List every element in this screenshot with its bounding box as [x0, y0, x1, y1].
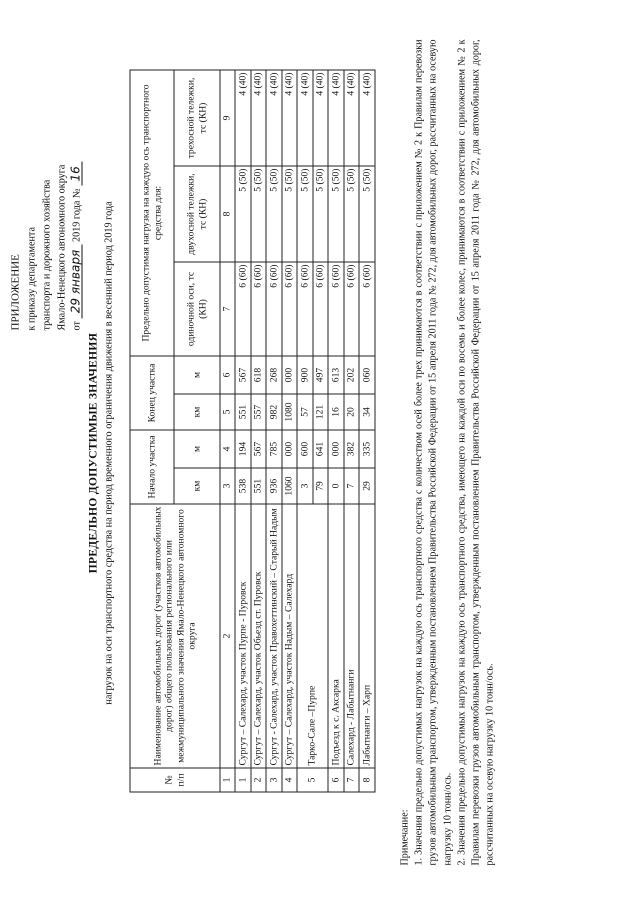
- road-name: Сургут – Салехард, участок Обьезд ст. Пуровск: [250, 504, 266, 768]
- end-km: 121: [312, 394, 328, 430]
- handwritten-number: 16: [69, 161, 82, 185]
- column-number: 1: [220, 768, 235, 792]
- header-num: № п/п: [130, 768, 220, 792]
- start-km: 29: [359, 468, 375, 504]
- end-km: 551: [235, 394, 251, 430]
- handwritten-date: 29 января: [69, 244, 82, 318]
- appendix-line-1: к приказу департамента: [26, 226, 37, 330]
- start-m: 194: [235, 430, 251, 468]
- column-number: 7: [220, 262, 235, 356]
- note-1: 1. Значения предельно допустимых нагрузок на каждую ось транспортного средства с количеством осей более трех принимаются в соответствии с приложением № 2 к Правилам перевозки грузов автомобильным транспортом, утвержденным постановлением Правительства Российской Федерации от 15 апреля 2011 года № 272, для автомобильных дорог, рассчитанных на осевую нагрузку 10 тонн/ось.: [413, 39, 453, 865]
- document-heading: [86, 40, 116, 865]
- single-axle-load: 6 (60): [343, 262, 359, 356]
- start-km: 7: [343, 468, 359, 504]
- double-bogie-load: 5 (50): [312, 166, 328, 262]
- header-road-name: Наименование автомобильных дорог (участков автомобильных дорог) общего пользования регионального или межмуниципального значения Ямало-Ненецкого автономного округа: [130, 504, 220, 768]
- road-name: Сургут – Салехард, участок Надым – Салехард: [281, 504, 297, 768]
- header-load: Предельно допустимая нагрузка на каждую ось транспортного средства для:: [130, 69, 174, 355]
- road-name: Подъезд к с. Аксарка: [328, 504, 344, 768]
- table-row: [235, 69, 251, 791]
- header-end-m: м: [174, 356, 220, 394]
- double-bogie-load: 5 (50): [235, 166, 251, 262]
- end-m: 567: [235, 356, 251, 394]
- road-name: Салехард - Лабытнанги: [343, 504, 359, 768]
- column-number: 8: [220, 166, 235, 262]
- column-number: 3: [220, 468, 235, 504]
- end-km: 57: [297, 394, 313, 430]
- start-m: 000: [281, 430, 297, 468]
- road-name: Тарко-Сале –Пурпе: [297, 504, 328, 768]
- header-end-km: км: [174, 394, 220, 430]
- double-bogie-load: 5 (50): [328, 166, 344, 262]
- row-num: 6: [328, 768, 344, 792]
- row-num: 7: [343, 768, 359, 792]
- single-axle-load: 6 (60): [328, 262, 344, 356]
- start-m: 000: [328, 430, 344, 468]
- row-num: 5: [297, 768, 328, 792]
- row-num: 1: [235, 768, 251, 792]
- header-start: Начало участка: [130, 430, 174, 504]
- row-num: 4: [281, 768, 297, 792]
- start-km: 3: [297, 468, 313, 504]
- end-m: 618: [250, 356, 266, 394]
- road-name: Лабытнанги – Харп: [359, 504, 375, 768]
- appendix-line-3: Ямало-Ненецкого автономного округа: [56, 164, 67, 330]
- document-subtitle: нагрузок на оси транспортного средства на период временного ограничения движения в весенний период 2019 года: [103, 200, 114, 705]
- appendix-line-2: транспорта и дорожного хозяйства: [41, 179, 52, 330]
- date-prefix: от: [71, 320, 82, 330]
- table-row: [359, 69, 375, 791]
- triple-bogie-load: 4 (40): [312, 69, 328, 165]
- header-triple-bogie: трехосной тележки, тс (КН): [174, 69, 220, 165]
- table-row: [328, 69, 344, 791]
- single-axle-load: 6 (60): [250, 262, 266, 356]
- notes-title: Примечание:: [399, 809, 410, 865]
- row-num: 8: [359, 768, 375, 792]
- single-axle-load: 6 (60): [312, 262, 328, 356]
- table-row: [281, 69, 297, 791]
- single-axle-load: 6 (60): [359, 262, 375, 356]
- header-end: Конец участка: [130, 356, 174, 430]
- end-km: 1080: [281, 394, 297, 430]
- header-single-axle: одиночной оси, тс (КН): [174, 262, 220, 356]
- triple-bogie-load: 4 (40): [266, 69, 282, 165]
- notes-block: [398, 39, 497, 865]
- double-bogie-load: 5 (50): [281, 166, 297, 262]
- end-m: 613: [328, 356, 344, 394]
- appendix-title: ПРИЛОЖЕНИЕ: [9, 253, 21, 330]
- double-bogie-load: 5 (50): [266, 166, 282, 262]
- note-2: 2. Значения предельно допустимых нагрузок на каждую ось транспортного средства, имеющего на каждой оси по восемь и более колес, принимаются в соответствии с приложением № 2 к Правилам перевозки грузов автомобильным транспортом, утвержденным постановлением Правительства Российской Федерации от 15 апреля 2011 года № 272, для автомобильных дорог, рассчитанных на осевую нагрузку 10 тонн/ось.: [455, 39, 496, 865]
- end-km: 557: [250, 394, 266, 430]
- end-km: 16: [328, 394, 344, 430]
- triple-bogie-load: 4 (40): [343, 69, 359, 165]
- single-axle-load: 6 (60): [297, 262, 313, 356]
- triple-bogie-load: 4 (40): [235, 69, 251, 165]
- single-axle-load: 6 (60): [235, 262, 251, 356]
- end-m: 497: [312, 356, 328, 394]
- triple-bogie-load: 4 (40): [281, 69, 297, 165]
- start-km: 538: [235, 468, 251, 504]
- date-suffix: 2019 года №: [71, 187, 82, 242]
- appendix-date-line: [69, 30, 84, 330]
- column-number-row: [220, 69, 235, 791]
- double-bogie-load: 5 (50): [297, 166, 313, 262]
- start-km: 79: [312, 468, 328, 504]
- table-row: [250, 69, 266, 791]
- table-row: [266, 69, 282, 791]
- triple-bogie-load: 4 (40): [328, 69, 344, 165]
- appendix-block: [8, 30, 84, 330]
- end-m: 060: [359, 356, 375, 394]
- start-m: 567: [250, 430, 266, 468]
- row-num: 3: [266, 768, 282, 792]
- double-bogie-load: 5 (50): [250, 166, 266, 262]
- single-axle-load: 6 (60): [281, 262, 297, 356]
- document-title: ПРЕДЕЛЬНО ДОПУСТИМЫЕ ЗНАЧЕНИЯ: [87, 332, 99, 573]
- axle-load-table: [129, 69, 375, 792]
- document-page: [0, 20, 640, 885]
- row-num: 2: [250, 768, 266, 792]
- triple-bogie-load: 4 (40): [297, 69, 313, 165]
- start-km: 551: [250, 468, 266, 504]
- column-number: 2: [220, 504, 235, 768]
- table-row: [297, 69, 313, 791]
- start-m: 785: [266, 430, 282, 468]
- header-start-km: км: [174, 468, 220, 504]
- start-m: 600: [297, 430, 313, 468]
- end-m: 000: [281, 356, 297, 394]
- header-start-m: м: [174, 430, 220, 468]
- start-km: 1060: [281, 468, 297, 504]
- start-m: 641: [312, 430, 328, 468]
- triple-bogie-load: 4 (40): [359, 69, 375, 165]
- column-number: 5: [220, 394, 235, 430]
- end-m: 900: [297, 356, 313, 394]
- single-axle-load: 6 (60): [266, 262, 282, 356]
- end-m: 202: [343, 356, 359, 394]
- start-km: 936: [266, 468, 282, 504]
- column-number: 6: [220, 356, 235, 394]
- triple-bogie-load: 4 (40): [250, 69, 266, 165]
- double-bogie-load: 5 (50): [359, 166, 375, 262]
- start-m: 382: [343, 430, 359, 468]
- column-number: 4: [220, 430, 235, 468]
- end-m: 268: [266, 356, 282, 394]
- end-km: 982: [266, 394, 282, 430]
- end-km: 34: [359, 394, 375, 430]
- start-m: 335: [359, 430, 375, 468]
- header-double-bogie: двухосной тележки, тс (КН): [174, 166, 220, 262]
- column-number: 9: [220, 69, 235, 165]
- double-bogie-load: 5 (50): [343, 166, 359, 262]
- start-km: 0: [328, 468, 344, 504]
- road-name: Сургут – Салехард, участок Пурпе - Пуровск: [235, 504, 251, 768]
- table-row: [343, 69, 359, 791]
- road-name: Сургут - Салехард, участок Правохеттинский – Старый Надым: [266, 504, 282, 768]
- end-km: 20: [343, 394, 359, 430]
